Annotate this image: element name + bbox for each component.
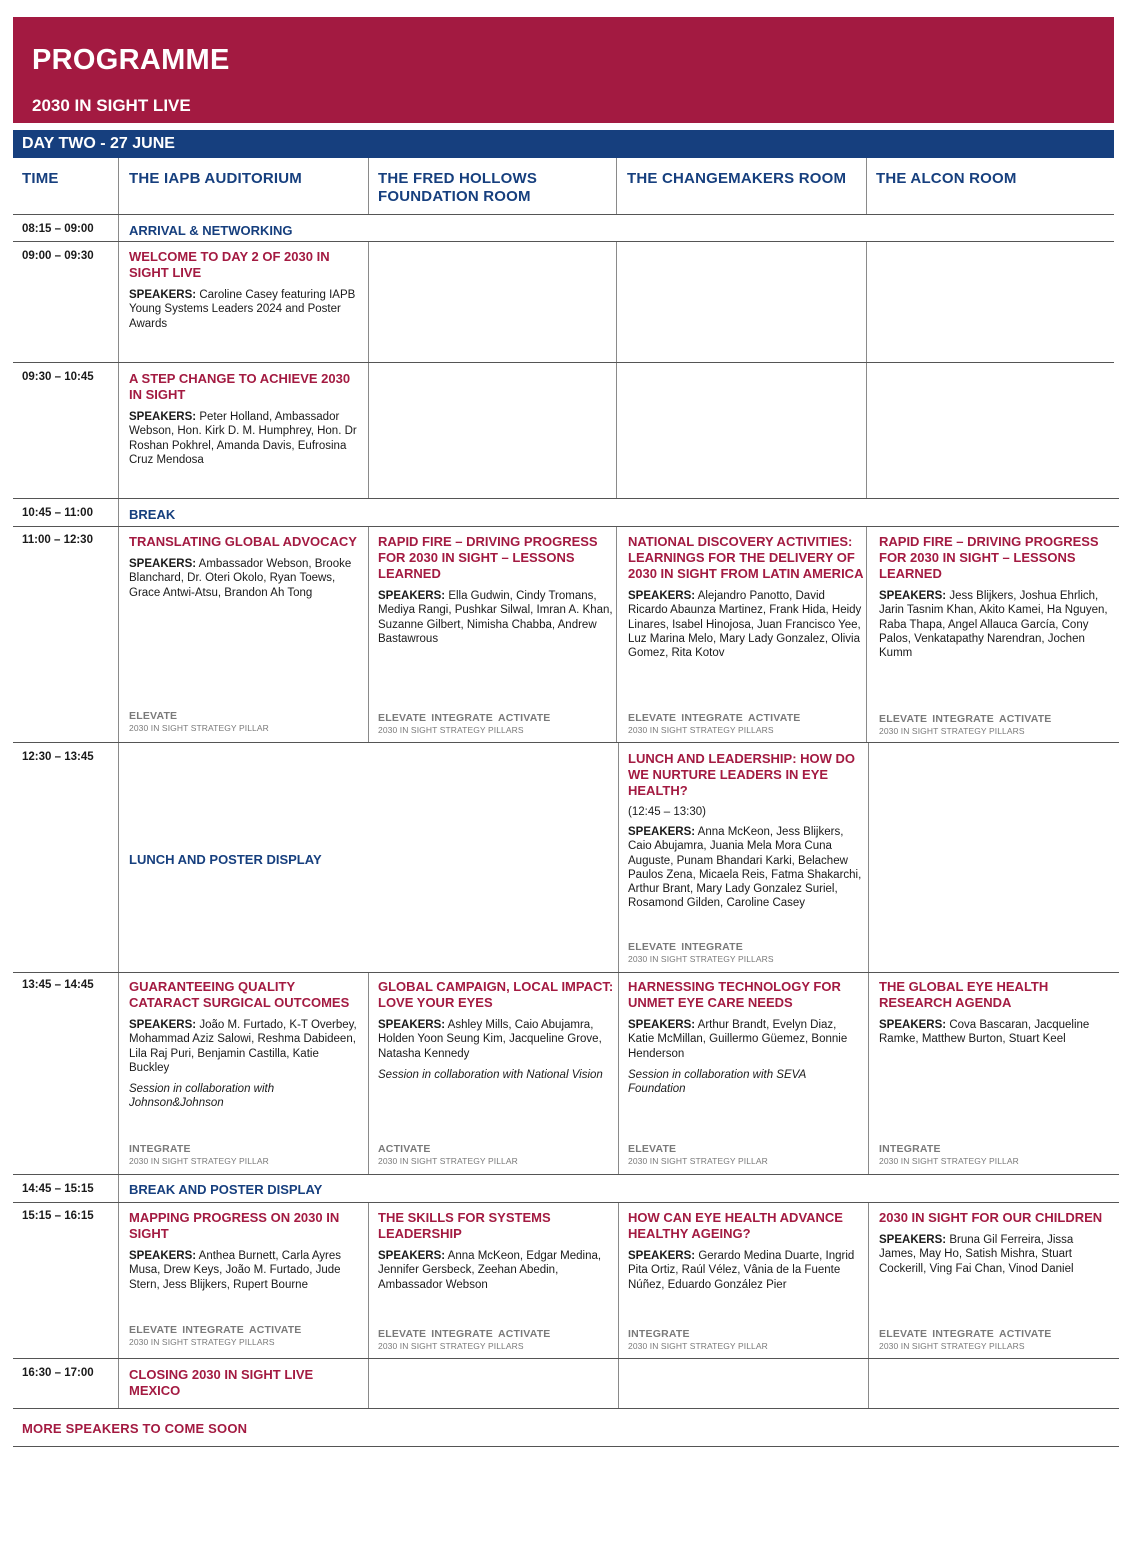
grid-line (13, 1358, 1119, 1359)
session-title: HARNESSING TECHNOLOGY FOR UNMET EYE CARE NEEDS (628, 979, 841, 1010)
strategy-pillar-tag: ELEVATE INTEGRATE ACTIVATE 2030 IN SIGHT STRATEGY PILLARS (879, 713, 1052, 736)
session-title: A STEP CHANGE TO ACHIEVE 2030 IN SIGHT (129, 371, 351, 402)
session-translating-global-advocacy (129, 534, 361, 600)
grid-line (368, 1202, 369, 1408)
session-our-children (879, 1210, 1113, 1276)
grid-line (868, 1202, 869, 1408)
session-lunch-poster-display: LUNCH AND POSTER DISPLAY (129, 852, 322, 867)
time-slot: 12:30 – 13:45 (22, 751, 94, 763)
session-harnessing-technology (628, 979, 864, 1096)
session-systems-leadership (378, 1210, 614, 1292)
grid-line (618, 1202, 619, 1408)
session-title: CLOSING 2030 IN SIGHT LIVE MEXICO (129, 1367, 314, 1398)
grid-line (868, 742, 869, 972)
grid-line (618, 742, 619, 972)
strategy-pillar-tag: ELEVATE INTEGRATE ACTIVATE 2030 IN SIGHT STRATEGY PILLARS (378, 712, 551, 735)
strategy-pillar-tag: ELEVATE 2030 IN SIGHT STRATEGY PILLAR (628, 1143, 768, 1166)
session-welcome-day-2 (129, 249, 357, 331)
session-arrival-networking: ARRIVAL & NETWORKING (129, 223, 293, 238)
time-slot: 16:30 – 17:00 (22, 1367, 94, 1379)
strategy-pillar-tag: INTEGRATE 2030 IN SIGHT STRATEGY PILLAR (129, 1143, 269, 1166)
grid-line (13, 1446, 1119, 1447)
grid-line (13, 526, 1119, 527)
grid-line (616, 158, 617, 214)
session-lunch-leadership (628, 751, 864, 911)
session-speakers: SPEAKERS: Ashley Mills, Caio Abujamra, Holden Yoon Seung Kim, Jacqueline Grove, Natasha Kennedy (378, 1019, 602, 1060)
strategy-pillar-tag: ELEVATE INTEGRATE 2030 IN SIGHT STRATEGY PILLARS (628, 941, 774, 964)
grid-line (866, 526, 867, 742)
grid-line (866, 158, 867, 214)
session-step-change (129, 371, 361, 467)
session-speakers: SPEAKERS: Ella Gudwin, Cindy Tromans, Mediya Rangi, Pushkar Silwal, Imran A. Khan, Suzanne Gilbert, Nimisha Chabba, Andrew Bastawrous (378, 590, 613, 645)
session-break: BREAK (129, 507, 176, 522)
session-speakers: SPEAKERS: Anna McKeon, Jess Blijkers, Caio Abujamra, Juania Mela Mora Cuna Auguste, Punam Bhandari Karki, Belachew Paulos Zena, Micaela Reis, Fatma Shakarchi, Arthur Brant, Mary Lady Gonzalez Suriel, Rosamond Gilden, Caroline Casey (628, 826, 862, 910)
session-love-your-eyes (378, 979, 614, 1082)
grid-line (368, 158, 369, 214)
session-title: THE SKILLS FOR SYSTEMS LEADERSHIP (378, 1210, 551, 1241)
programme-subtitle: 2030 IN SIGHT LIVE (32, 96, 191, 115)
session-speakers: SPEAKERS: Alejandro Panotto, David Ricardo Abaunza Martinez, Frank Hida, Heidy Linares, Isabel Hinojosa, Juan Francisco Yee, Luz Marina Melo, Mary Lady Gonzalez, Olivia Gomez, Rita Kotov (628, 590, 862, 660)
grid-line (866, 241, 867, 498)
grid-line (13, 362, 1114, 363)
session-speakers: SPEAKERS: João M. Furtado, K-T Overbey, Mohammad Aziz Salowi, Reshma Dabideen, Lila Raj Puri, Benjamin Castilla, Katie Buckley (129, 1019, 357, 1074)
grid-line (13, 241, 1114, 242)
session-title: RAPID FIRE – DRIVING PROGRESS FOR 2030 IN SIGHT – LESSONS LEARNED (879, 534, 1099, 581)
strategy-pillar-tag: ELEVATE 2030 IN SIGHT STRATEGY PILLAR (129, 710, 269, 733)
session-closing (129, 1367, 359, 1399)
session-time-note: (12:45 – 13:30) (628, 806, 707, 818)
session-healthy-ageing (628, 1210, 864, 1292)
column-header-changemakers-room: THE CHANGEMAKERS ROOM (627, 170, 847, 187)
strategy-pillar-tag: ELEVATE INTEGRATE ACTIVATE 2030 IN SIGHT STRATEGY PILLARS (628, 712, 801, 735)
session-mapping-progress (129, 1210, 359, 1292)
session-speakers: SPEAKERS: Jess Blijkers, Joshua Ehrlich, Jarin Tasnim Khan, Akito Kamei, Ha Nguyen, Raba Thapa, Angel Allauca García, Cony Palos, Venkatapathy Narendran, Jochen Kumm (879, 590, 1108, 660)
session-collaboration-note: Session in collaboration with National Vision (378, 1068, 603, 1081)
grid-line (868, 972, 869, 1174)
session-speakers: SPEAKERS: Cova Bascaran, Jacqueline Ramke, Matthew Burton, Stuart Keel (879, 1019, 1090, 1046)
session-cataract-outcomes (129, 979, 359, 1111)
session-rapid-fire-fred-hollows (378, 534, 614, 646)
grid-line (368, 972, 369, 1174)
time-slot: 09:30 – 10:45 (22, 371, 94, 383)
session-national-discovery (628, 534, 864, 660)
session-speakers: SPEAKERS: Arthur Brandt, Evelyn Diaz, Katie McMillan, Guillermo Güemez, Bonnie Henderson (628, 1019, 848, 1060)
session-speakers: SPEAKERS: Peter Holland, Ambassador Webson, Hon. Kirk D. M. Humphrey, Hon. Dr Roshan Pokhrel, Amanda Davis, Eufrosina Cruz Mendosa (129, 411, 357, 466)
session-title: MAPPING PROGRESS ON 2030 IN SIGHT (129, 1210, 340, 1241)
grid-line (368, 526, 369, 742)
session-title: WELCOME TO DAY 2 OF 2030 IN SIGHT LIVE (129, 249, 330, 280)
column-header-fred-hollows-room: THE FRED HOLLOWS FOUNDATION ROOM (378, 170, 538, 205)
session-speakers: SPEAKERS: Bruna Gil Ferreira, Jissa James, May Ho, Satish Mishra, Stuart Cockerill, Ving Fai Chan, Vinod Daniel (879, 1234, 1074, 1275)
grid-line (13, 1408, 1119, 1409)
session-title: GUARANTEEING QUALITY CATARACT SURGICAL OUTCOMES (129, 979, 350, 1010)
column-header-time: TIME (22, 170, 59, 187)
time-slot: 11:00 – 12:30 (22, 534, 93, 546)
strategy-pillar-tag: ELEVATE INTEGRATE ACTIVATE 2030 IN SIGHT STRATEGY PILLARS (129, 1324, 302, 1347)
grid-line (618, 972, 619, 1174)
session-speakers: SPEAKERS: Ambassador Webson, Brooke Blanchard, Dr. Oteri Okolo, Ryan Toews, Grace Antwi-Atsu, Brandon Ah Tong (129, 558, 352, 599)
session-speakers: SPEAKERS: Gerardo Medina Duarte, Ingrid Pita Ortiz, Raúl Vélez, Vânia de la Fuente Núñez, Eduardo González Pier (628, 1250, 855, 1291)
session-rapid-fire-alcon (879, 534, 1113, 660)
strategy-pillar-tag: ACTIVATE 2030 IN SIGHT STRATEGY PILLAR (378, 1143, 518, 1166)
programme-title: PROGRAMME (32, 44, 230, 76)
time-slot: 09:00 – 09:30 (22, 250, 94, 262)
column-header-iapb-auditorium: THE IAPB AUDITORIUM (129, 170, 302, 187)
grid-line (13, 1202, 1119, 1203)
time-slot: 15:15 – 16:15 (22, 1210, 94, 1222)
grid-line (616, 241, 617, 498)
grid-line (13, 498, 1119, 499)
session-speakers: SPEAKERS: Anna McKeon, Edgar Medina, Jennifer Gersbeck, Zeehan Abedin, Ambassador Webson (378, 1250, 602, 1291)
grid-line (13, 742, 1119, 743)
session-title: HOW CAN EYE HEALTH ADVANCE HEALTHY AGEING? (628, 1210, 843, 1241)
session-title: GLOBAL CAMPAIGN, LOCAL IMPACT: LOVE YOUR EYES (378, 979, 614, 1010)
time-slot: 10:45 – 11:00 (22, 507, 93, 519)
strategy-pillar-tag: ELEVATE INTEGRATE ACTIVATE 2030 IN SIGHT STRATEGY PILLARS (879, 1328, 1052, 1351)
session-title: RAPID FIRE – DRIVING PROGRESS FOR 2030 IN SIGHT – LESSONS LEARNED (378, 534, 598, 581)
session-title: LUNCH AND LEADERSHIP: HOW DO WE NURTURE LEADERS IN EYE HEALTH? (628, 751, 856, 798)
strategy-pillar-tag: ELEVATE INTEGRATE ACTIVATE 2030 IN SIGHT STRATEGY PILLARS (378, 1328, 551, 1351)
session-title: THE GLOBAL EYE HEALTH RESEARCH AGENDA (879, 979, 1049, 1010)
column-header-alcon-room: THE ALCON ROOM (876, 170, 1017, 187)
day-label: DAY TWO - 27 JUNE (13, 130, 1114, 158)
session-collaboration-note: Session in collaboration with Johnson&Johnson (129, 1083, 275, 1110)
strategy-pillar-tag: INTEGRATE 2030 IN SIGHT STRATEGY PILLAR (879, 1143, 1019, 1166)
session-break-poster-display: BREAK AND POSTER DISPLAY (129, 1182, 323, 1197)
time-slot: 08:15 – 09:00 (22, 223, 94, 235)
grid-line (13, 972, 1119, 973)
time-slot: 13:45 – 14:45 (22, 979, 94, 991)
grid-line (13, 1174, 1119, 1175)
session-collaboration-note: Session in collaboration with SEVA Foundation (628, 1068, 806, 1096)
session-title: 2030 IN SIGHT FOR OUR CHILDREN (879, 1210, 1103, 1225)
grid-line (118, 158, 119, 1408)
session-title: TRANSLATING GLOBAL ADVOCACY (129, 534, 357, 549)
session-title: NATIONAL DISCOVERY ACTIVITIES: LEARNINGS FOR THE DELIVERY OF 2030 IN SIGHT FROM LATIN AMERICA (628, 534, 864, 581)
session-speakers: SPEAKERS: Caroline Casey featuring IAPB Young Systems Leaders 2024 and Poster Awards (129, 289, 356, 330)
session-speakers: SPEAKERS: Anthea Burnett, Carla Ayres Musa, Drew Keys, João M. Furtado, Jude Stern, Jess Blijkers, Rupert Bourne (129, 1250, 342, 1291)
strategy-pillar-tag: INTEGRATE 2030 IN SIGHT STRATEGY PILLAR (628, 1328, 768, 1351)
time-slot: 14:45 – 15:15 (22, 1183, 94, 1195)
programme-header (13, 17, 1114, 123)
session-research-agenda (879, 979, 1113, 1047)
grid-line (13, 214, 1114, 215)
more-speakers-note: MORE SPEAKERS TO COME SOON (22, 1421, 248, 1436)
grid-line (368, 241, 369, 498)
grid-line (616, 526, 617, 742)
